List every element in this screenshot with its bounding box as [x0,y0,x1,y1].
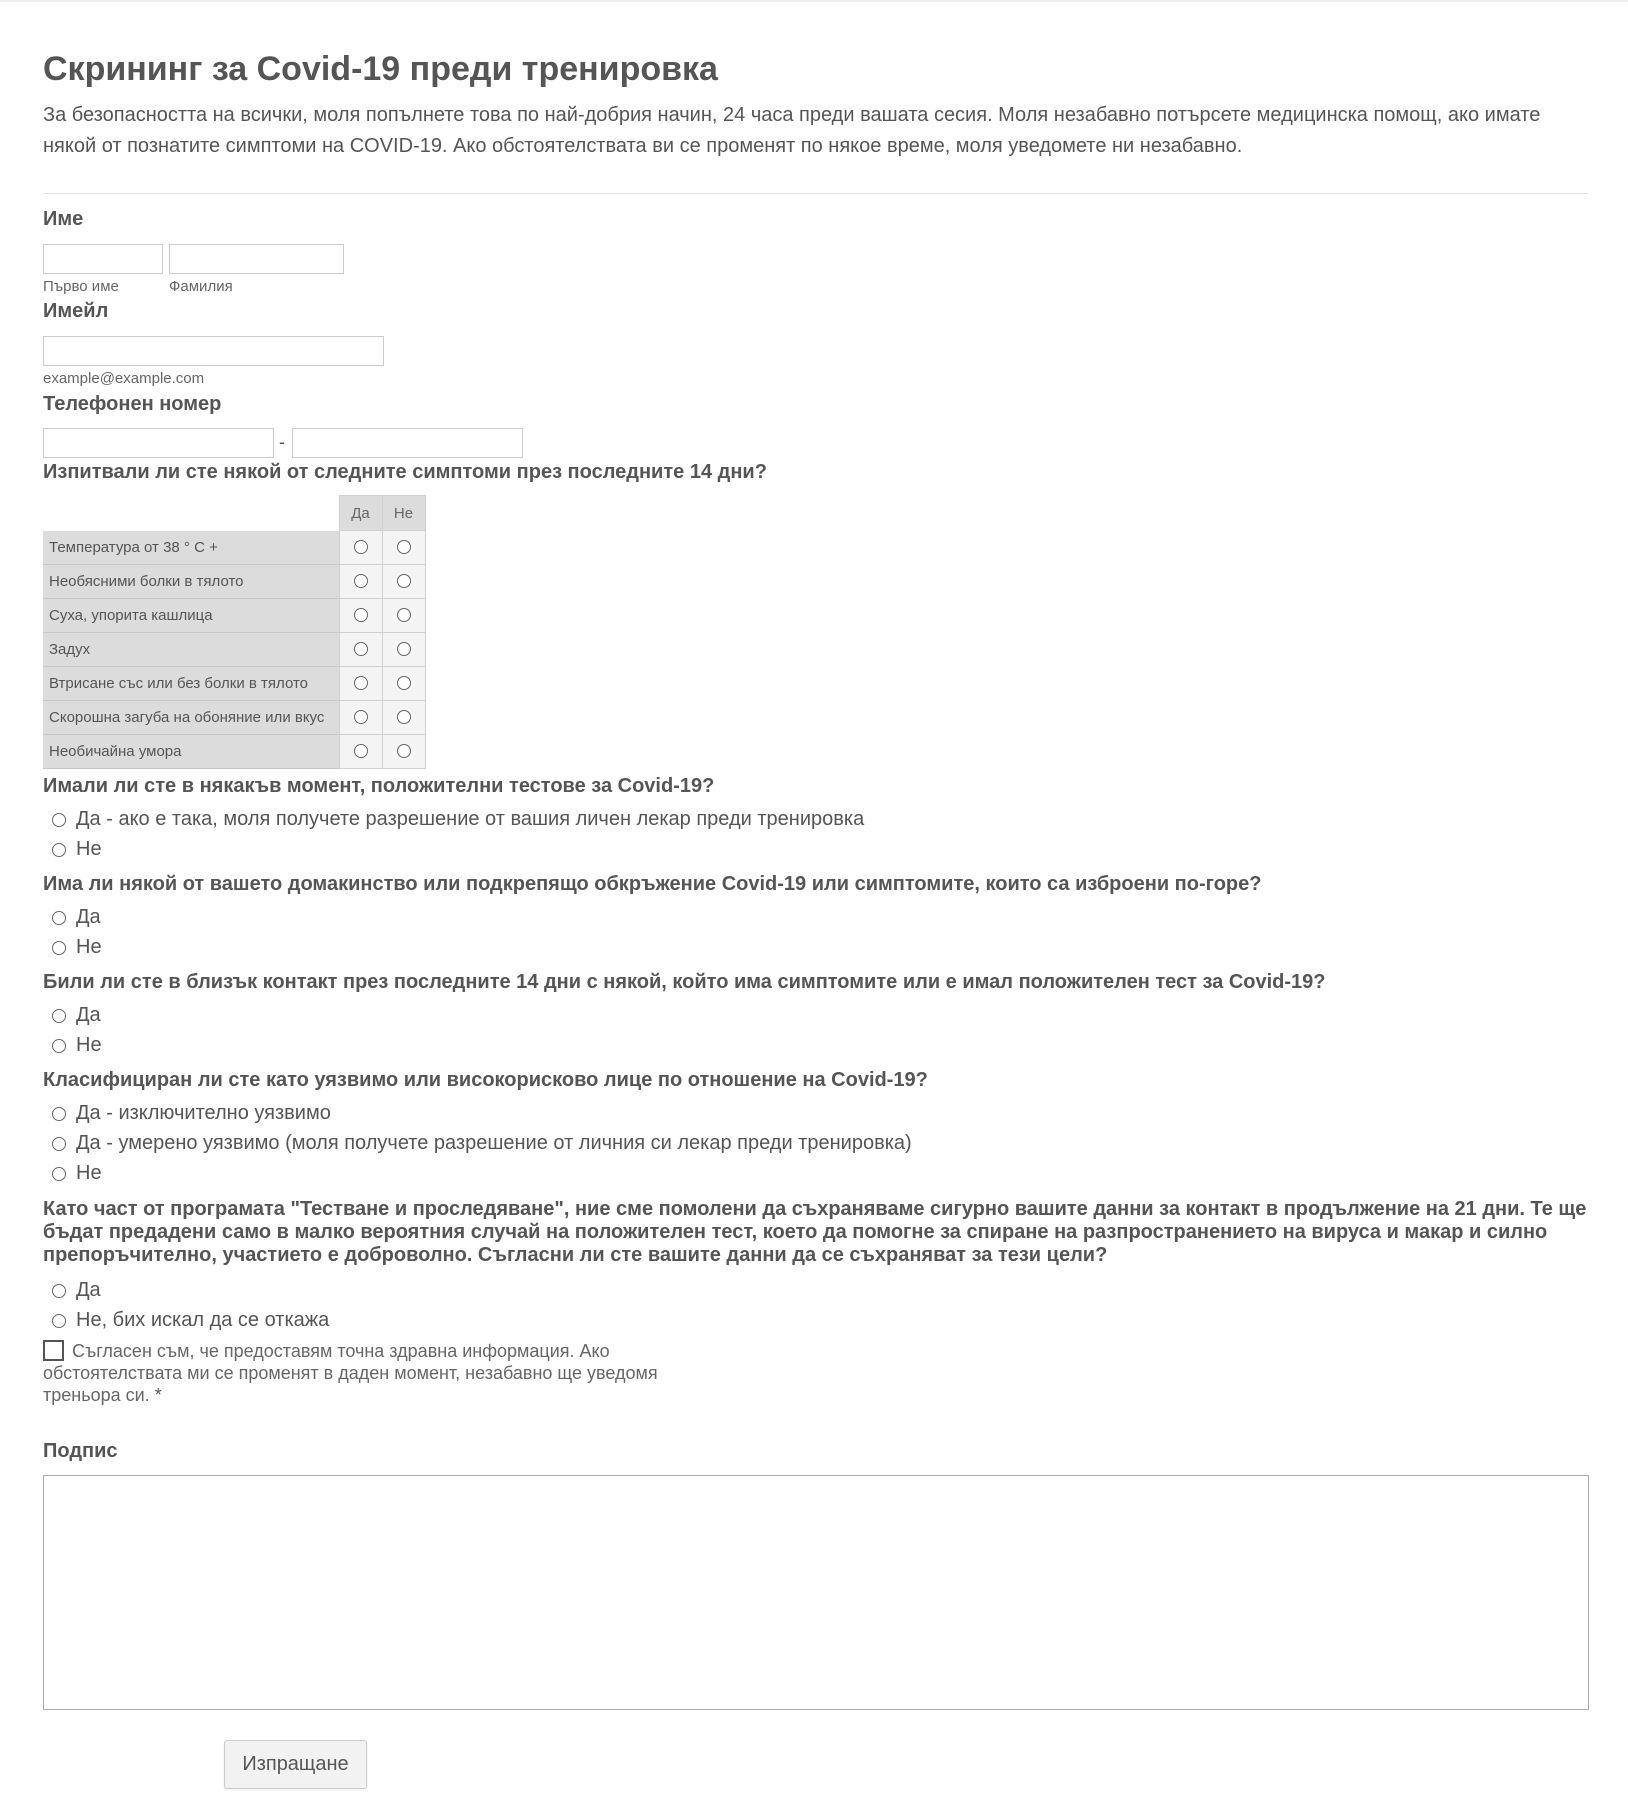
vulnerable-option-moderate[interactable] [43,1132,912,1155]
consent-checkbox[interactable] [43,1340,64,1361]
email-label: Имейл [43,300,109,322]
household-option-no[interactable] [43,936,102,959]
symptoms-matrix [43,495,426,769]
matrix-col-yes: Да [339,496,382,531]
vulnerable-question: Класифициран ли сте като уязвимо или високорисково лице по отношение на Covid-19? [43,1069,928,1091]
matrix-radio-yes[interactable] [339,633,382,667]
option-label: Да [76,1279,101,1301]
radio-icon [52,813,66,827]
radio-icon [354,608,368,622]
matrix-radio-no[interactable] [382,701,425,735]
radio-icon [354,744,368,758]
phone-label: Телефонен номер [43,393,222,415]
matrix-row-label: Задух [43,633,339,667]
matrix-radio-no[interactable] [382,565,425,599]
first-name-sublabel: Първо име [43,278,119,295]
matrix-row-label: Температура от 38 ° C + [43,531,339,565]
email-sublabel: example@example.com [43,370,205,387]
test-trace-option-opt-out[interactable] [43,1309,329,1332]
matrix-radio-yes[interactable] [339,599,382,633]
radio-icon [397,608,411,622]
radio-icon [52,1314,66,1328]
form-title: Скрининг за Covid-19 преди тренировка [43,50,718,88]
test-trace-option-yes[interactable] [43,1279,101,1302]
option-label: Не [76,1034,102,1056]
radio-icon [52,1167,66,1181]
matrix-row-label: Суха, упорита кашлица [43,599,339,633]
radio-icon [354,676,368,690]
last-name-input[interactable] [169,244,344,274]
radio-icon [397,642,411,656]
option-label: Да - ако е така, моля получете разрешение от вашия личен лекар преди тренировка [76,808,865,830]
household-question: Има ли някой от вашето домакинство или подкрепящо обкръжение Covid-19 или симптомите, които са изброени по-горе? [43,873,1262,895]
email-input[interactable] [43,336,384,366]
matrix-radio-yes[interactable] [339,735,382,769]
consent-text: Съгласен съм, че предоставям точна здравна информация. Ако обстоятелствата ми се променят в даден момент, незабавно ще уведомя треньора си. [43,1341,658,1405]
radio-icon [354,642,368,656]
signature-pad[interactable] [43,1475,1589,1710]
first-name-input[interactable] [43,244,163,274]
matrix-row-label: Необичайна умора [43,735,339,769]
radio-icon [52,1284,66,1298]
matrix-radio-no[interactable] [382,633,425,667]
option-label: Да - умерено уязвимо (моля получете разрешение от личния си лекар преди тренировка) [76,1132,912,1154]
matrix-radio-yes[interactable] [339,701,382,735]
option-label: Да [76,1004,101,1026]
radio-icon [397,574,411,588]
radio-icon [52,1039,66,1053]
radio-icon [354,710,368,724]
matrix-radio-no[interactable] [382,599,425,633]
radio-icon [397,540,411,554]
matrix-row-label: Скорошна загуба на обоняние или вкус [43,701,339,735]
contact-option-yes[interactable] [43,1004,101,1027]
required-marker: * [154,1385,162,1405]
positive-test-option-no[interactable] [43,838,102,861]
radio-icon [354,574,368,588]
radio-icon [397,710,411,724]
matrix-radio-no[interactable] [382,667,425,701]
radio-icon [52,1137,66,1151]
positive-test-question: Имали ли сте в някакъв момент, положителни тестове за Covid-19? [43,775,715,797]
phone-separator: - [279,432,285,452]
vulnerable-option-extreme[interactable] [43,1102,331,1125]
matrix-row-label: Втрисане със или без болки в тялото [43,667,339,701]
matrix-corner [43,496,339,531]
radio-icon [52,911,66,925]
option-label: Не, бих искал да се откажа [76,1309,330,1331]
matrix-radio-yes[interactable] [339,565,382,599]
phone-area-input[interactable] [43,428,274,458]
matrix-radio-yes[interactable] [339,531,382,565]
matrix-radio-no[interactable] [382,531,425,565]
contact-option-no[interactable] [43,1034,102,1057]
header-divider [43,193,1588,194]
name-label: Име [43,208,84,230]
radio-icon [52,1107,66,1121]
radio-icon [397,744,411,758]
top-border [0,0,1628,2]
test-trace-question: Като част от програмата "Тестване и проследяване", ние сме помолени да съхраняваме сигурно вашите данни за контакт в продължение на 21 дни. Те ще бъдат предадени само в малко вероятния случай на положителен тест, което да помогне за спиране на разпространението на вируса и макар и силно препоръчително, участието е доброволно. Съгласни ли сте вашите данни да се съхраняват за тези цели? [43,1198,1587,1266]
radio-icon [52,843,66,857]
submit-button[interactable]: Изпращане [224,1740,367,1789]
radio-icon [52,941,66,955]
vulnerable-option-no[interactable] [43,1162,102,1185]
matrix-radio-no[interactable] [382,735,425,769]
radio-icon [354,540,368,554]
option-label: Не [76,838,102,860]
symptoms-question: Изпитвали ли сте някой от следните симптоми през последните 14 дни? [43,461,767,483]
matrix-radio-yes[interactable] [339,667,382,701]
option-label: Не [76,1162,102,1184]
matrix-col-no: Не [382,496,425,531]
option-label: Да [76,906,101,928]
consent-field [43,1340,703,1406]
form-description: За безопасността на всички, моля попълнете това по най-добрия начин, 24 часа преди вашата сесия. Моля незабавно потърсете медицинска помощ, ако имате някой от познатите симптоми на COVID-19. Ако обстоятелствата ви се променят по някое време, моля уведомете ни незабавно. [43,104,1541,157]
household-option-yes[interactable] [43,906,101,929]
last-name-sublabel: Фамилия [169,278,233,295]
radio-icon [52,1009,66,1023]
option-label: Не [76,936,102,958]
radio-icon [397,676,411,690]
option-label: Да - изключително уязвимо [76,1102,331,1124]
phone-number-input[interactable] [292,428,523,458]
positive-test-option-yes[interactable] [43,808,864,831]
signature-label: Подпис [43,1440,118,1462]
contact-question: Били ли сте в близък контакт през последните 14 дни с някой, който има симптомите или е имал положителен тест за Covid-19? [43,971,1326,993]
matrix-row-label: Необясними болки в тялото [43,565,339,599]
